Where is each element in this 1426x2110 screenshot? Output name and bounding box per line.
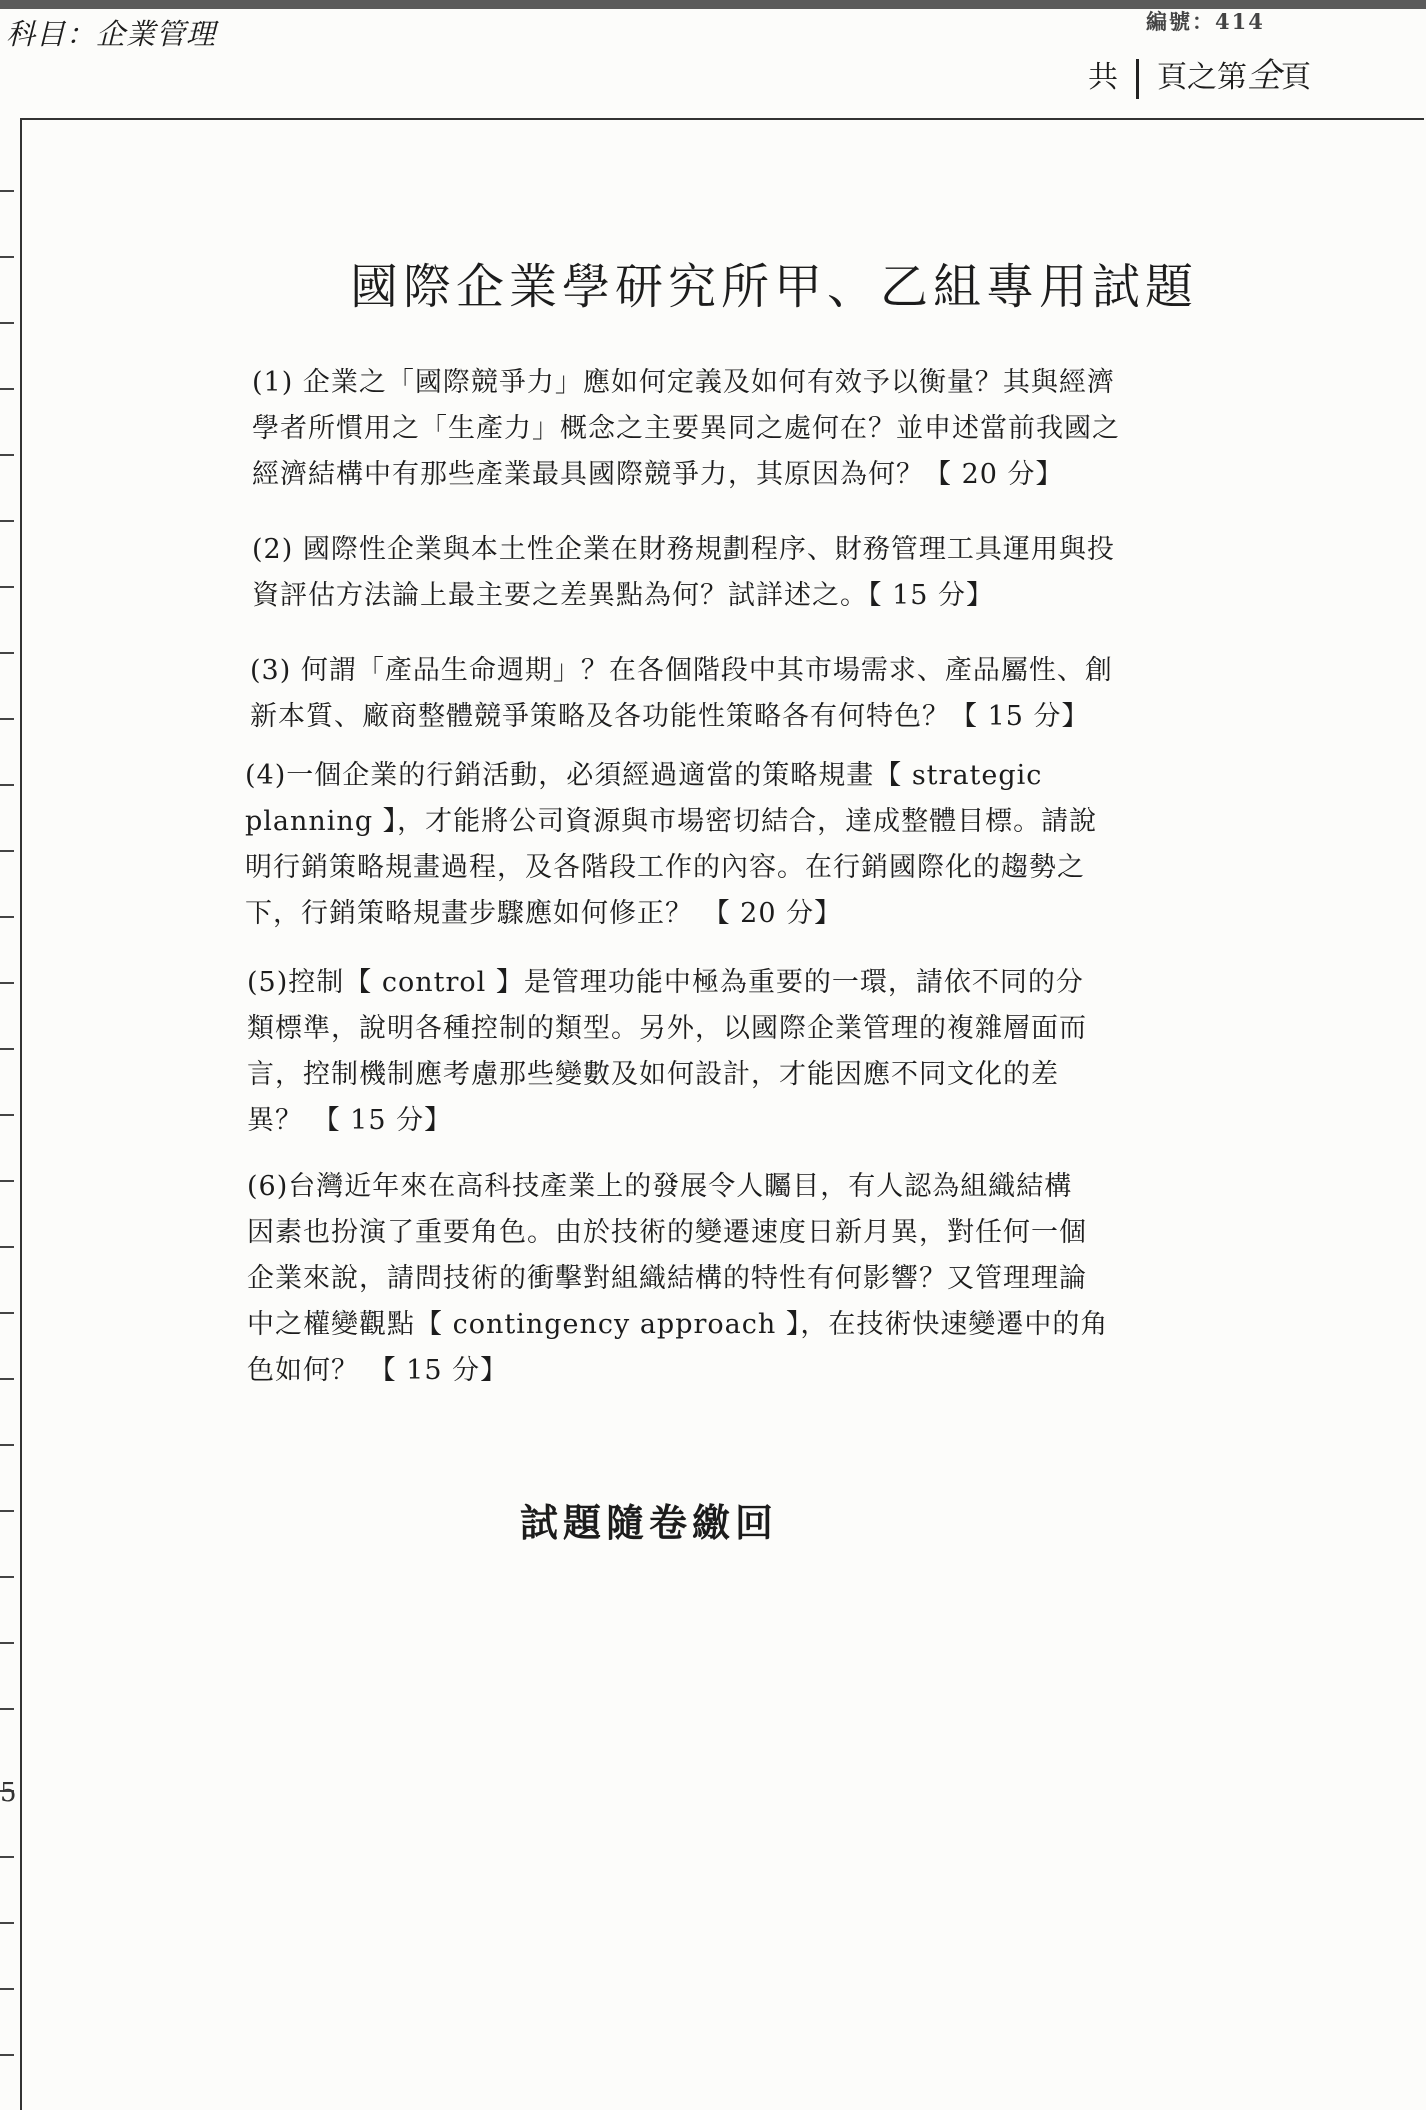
margin-tick	[0, 388, 14, 390]
question-line: 言，控制機制應考慮那些變數及如何設計，才能因應不同文化的差	[247, 1059, 1059, 1090]
margin-tick	[0, 1576, 14, 1578]
question-line: 學者所慣用之「生產力」概念之主要異同之處何在？並申述當前我國之	[252, 413, 1120, 444]
question-6	[247, 1164, 1108, 1394]
question-line: 下，行銷策略規畫步驟應如何修正？ 【 20 分】	[245, 898, 843, 929]
question-3	[250, 648, 1113, 740]
margin-tick	[0, 1378, 14, 1380]
return-notice: 試題隨卷繳回	[520, 1500, 779, 1545]
margin-tick	[0, 652, 14, 654]
question-line: 色如何？ 【 15 分】	[247, 1355, 509, 1386]
question-line: (6)台灣近年來在高科技產業上的發展令人矚目，有人認為組織結構	[247, 1171, 1073, 1202]
question-line: 經濟結構中有那些產業最具國際競爭力，其原因為何？【 20 分】	[252, 459, 1064, 490]
margin-tick	[0, 1856, 14, 1858]
margin-tick	[0, 454, 14, 456]
margin-tick	[0, 1444, 14, 1446]
serial-number: 編號：414	[1146, 9, 1265, 34]
margin-tick	[0, 916, 14, 918]
question-line: 新本質、廠商整體競爭策略及各功能性策略各有何特色？【 15 分】	[250, 701, 1090, 732]
question-line: 資評估方法論上最主要之差異點為何？試詳述之。【 15 分】	[252, 580, 995, 611]
exam-title: 國際企業學研究所甲、乙組專用試題	[350, 259, 1199, 315]
question-line: (2) 國際性企業與本土性企業在財務規劃程序、財務管理工具運用與投	[252, 534, 1115, 565]
margin-tick	[0, 1048, 14, 1050]
page-mid-text: 頁之第	[1157, 60, 1247, 95]
margin-tick	[0, 1114, 14, 1116]
question-1	[252, 360, 1120, 498]
margin-tick	[0, 850, 14, 852]
page-count	[1088, 48, 1311, 99]
page-total-prefix: 共	[1088, 60, 1118, 95]
question-line: (1) 企業之「國際競爭力」應如何定義及如何有效予以衡量？其與經濟	[252, 367, 1115, 398]
margin-tick	[0, 1180, 14, 1182]
question-line: 企業來說，請問技術的衝擊對組織結構的特性有何影響？又管理理論	[247, 1263, 1087, 1294]
question-2	[252, 527, 1115, 619]
margin-tick	[0, 718, 14, 720]
margin-tick	[0, 1246, 14, 1248]
question-line: (3) 何謂「產品生命週期」？在各個階段中其市場需求、產品屬性、創	[250, 655, 1113, 686]
subject-label: 科目：企業管理	[6, 17, 217, 51]
margin-tick	[0, 256, 14, 258]
page-suffix: 頁	[1281, 60, 1311, 95]
margin-tick	[0, 982, 14, 984]
question-line: 中之權變觀點【 contingency approach 】，在技術快速變遷中的角	[247, 1309, 1109, 1340]
margin-tick	[0, 520, 14, 522]
margin-tick	[0, 2054, 14, 2056]
margin-tick	[0, 1922, 14, 1924]
page-handwritten-mark: 全	[1247, 56, 1281, 96]
question-line: (4)一個企業的行銷活動，必須經過適當的策略規畫【 strategic	[245, 760, 1043, 791]
margin-number: 5	[0, 1778, 17, 1808]
question-5	[247, 960, 1087, 1144]
margin-tick	[0, 1708, 14, 1710]
margin-tick	[0, 1312, 14, 1314]
margin-tick	[0, 1510, 14, 1512]
question-4	[245, 753, 1097, 937]
question-line: 因素也扮演了重要角色。由於技術的變遷速度日新月異，對任何一個	[247, 1217, 1087, 1248]
margin-tick	[0, 190, 14, 192]
margin-tick	[0, 784, 14, 786]
margin-tick	[0, 322, 14, 324]
page-count-divider	[1136, 59, 1139, 99]
question-line: planning 】，才能將公司資源與市場密切結合，達成整體目標。請說	[245, 806, 1098, 837]
margin-tick	[0, 1642, 14, 1644]
question-line: 異？ 【 15 分】	[247, 1105, 453, 1136]
margin-tick	[0, 586, 14, 588]
question-line: (5)控制【 control 】是管理功能中極為重要的一環，請依不同的分	[247, 967, 1084, 998]
question-line: 明行銷策略規畫過程，及各階段工作的內容。在行銷國際化的趨勢之	[245, 852, 1085, 883]
margin-tick	[0, 1988, 14, 1990]
question-line: 類標準，說明各種控制的類型。另外，以國際企業管理的複雜層面而	[247, 1013, 1087, 1044]
